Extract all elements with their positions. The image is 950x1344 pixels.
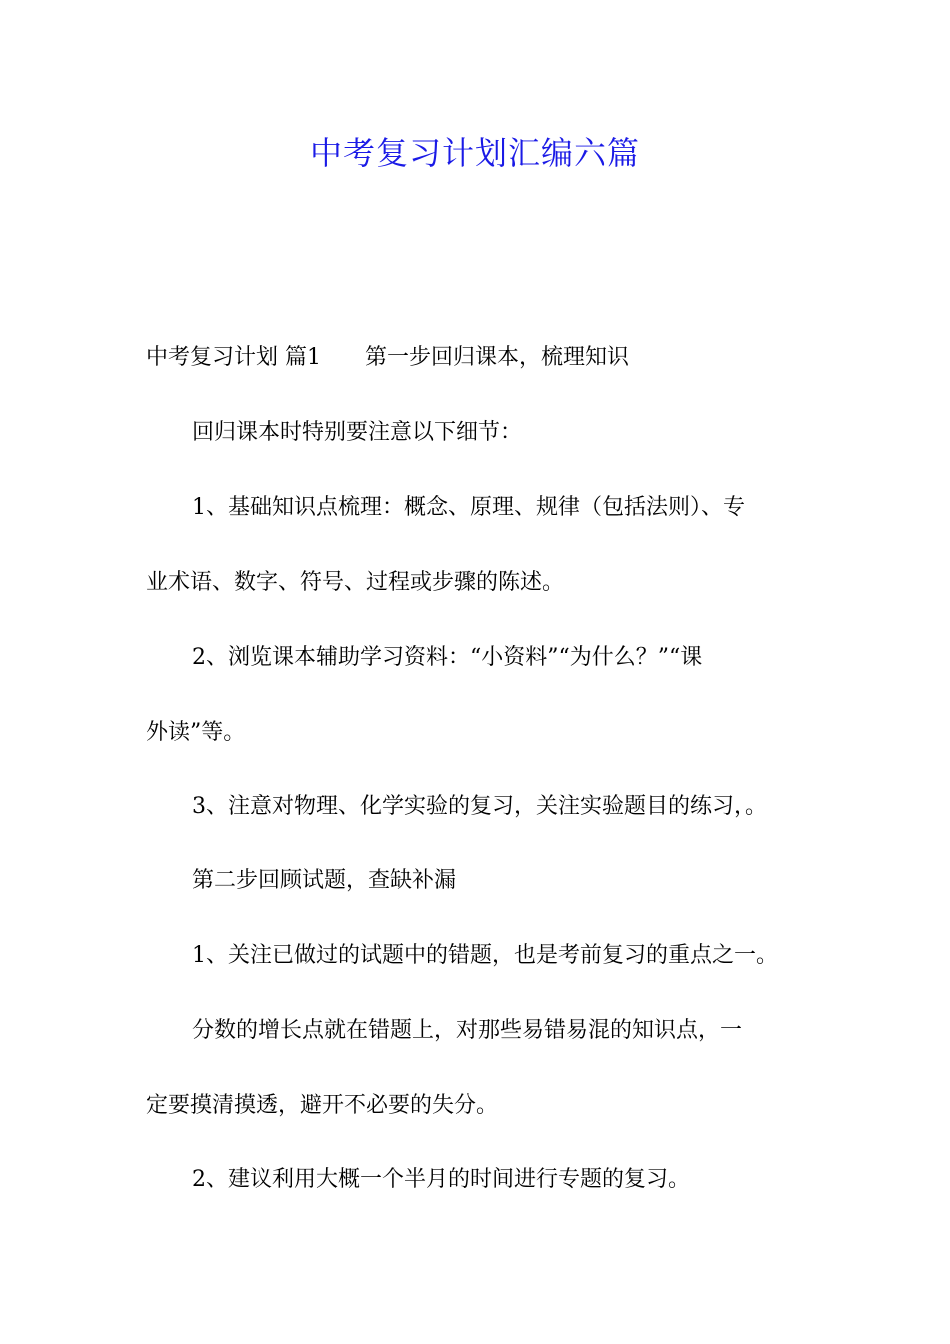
paragraph-line: 3、注意对物理、化学实验的复习，关注实验题目的练习，。 [192, 794, 767, 819]
paragraph-line: 2、浏览课本辅助学习资料：“小资料”“为什么？”“课 [192, 645, 703, 670]
paragraph-line: 定要摸清摸透，避开不必要的失分。 [146, 1093, 499, 1118]
section-label: 中考复习计划 篇1 [146, 345, 321, 370]
paragraph-line: 第二步回顾试题，查缺补漏 [192, 868, 457, 893]
paragraph-line: 外读”等。 [146, 720, 246, 745]
paragraph-line: 1、基础知识点梳理：概念、原理、规律（包括法则）、专 [192, 495, 745, 520]
paragraph-line: 分数的增长点就在错题上，对那些易错易混的知识点，一 [192, 1018, 743, 1043]
paragraph-line: 回归课本时特别要注意以下细节： [192, 420, 523, 445]
section-step-title: 第一步回归课本，梳理知识 [365, 345, 630, 370]
document-title: 中考复习计划汇编六篇 [309, 134, 640, 172]
section-heading-line [146, 342, 826, 374]
paragraph-line: 2、建议利用大概一个半月的时间进行专题的复习。 [192, 1167, 690, 1192]
paragraph-line: 业术语、数字、符号、过程或步骤的陈述。 [146, 570, 565, 595]
paragraph-line: 1、关注已做过的试题中的错题，也是考前复习的重点之一。 [192, 943, 778, 968]
